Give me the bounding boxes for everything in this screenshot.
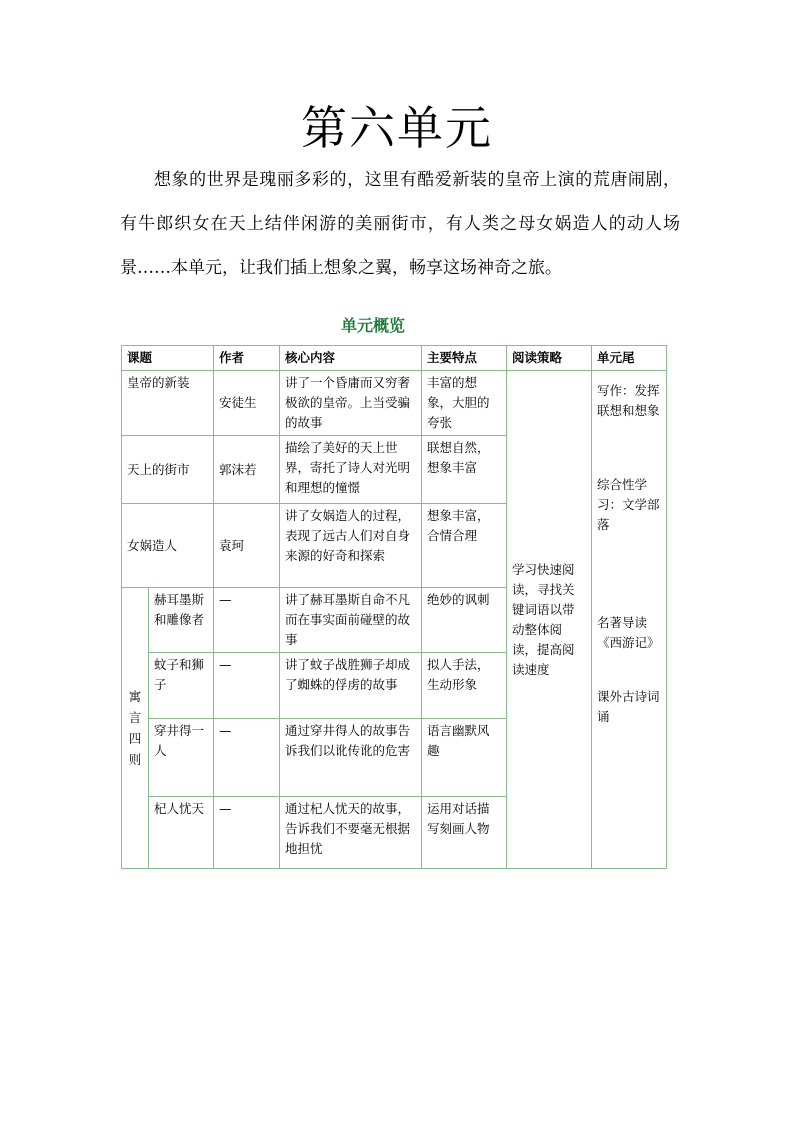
author-cell: 袁珂 — [214, 504, 280, 588]
unit-end-extra: 课外古诗词诵 — [597, 689, 660, 724]
unit-intro: 想象的世界是瑰丽多彩的，这里有酷爱新装的皇帝上演的荒唐闹剧，有牛郎织女在天上结伴闲游的美丽街市，有人类之母女娲造人的动人场景……本单元，让我们插上想象之翼，畅享这场神奇之旅。 — [120, 170, 680, 278]
lesson-cell: 天上的街市 — [122, 436, 214, 504]
unit-title: 第六单元 — [301, 101, 493, 155]
content-cell: 讲了蚊子战胜狮子却成了蜘蛛的俘虏的故事 — [280, 653, 422, 719]
lesson-cell: 蚊子和狮子 — [149, 653, 214, 719]
header-content: 核心内容 — [280, 346, 422, 371]
content-cell: 描绘了美好的天上世界，寄托了诗人对光明和理想的憧憬 — [280, 436, 422, 504]
author-cell: 郭沫若 — [214, 436, 280, 504]
author-cell: — — [214, 719, 280, 797]
unit-end-cell — [592, 371, 667, 869]
feature-cell: 丰富的想象，大胆的夸张 — [422, 371, 507, 436]
table-row — [122, 371, 667, 436]
table-header-row — [122, 346, 667, 371]
overview-table-title: 单元概览 — [340, 316, 405, 335]
header-lesson: 课题 — [122, 346, 214, 371]
content-cell: 讲了赫耳墨斯自命不凡而在事实面前碰壁的故事 — [280, 588, 422, 653]
unit-end-writing: 写作：发挥联想和想象 — [597, 383, 660, 418]
content-cell: 通过杞人忧天的故事，告诉我们不要毫无根据地担忧 — [280, 797, 422, 869]
author-cell: — — [214, 797, 280, 869]
lesson-cell: 穿井得一人 — [149, 719, 214, 797]
feature-cell: 拟人手法，生动形象 — [422, 653, 507, 719]
unit-overview-table — [121, 345, 667, 869]
header-strategy: 阅读策略 — [507, 346, 592, 371]
lesson-cell: 杞人忧天 — [149, 797, 214, 869]
strategy-cell: 学习快速阅读，寻找关键词语以带动整体阅读，提高阅读速度 — [507, 371, 592, 869]
feature-cell: 绝妙的讽刺 — [422, 588, 507, 653]
lesson-cell: 赫耳墨斯和雕像者 — [149, 588, 214, 653]
author-cell: 安徒生 — [214, 371, 280, 436]
author-cell: — — [214, 588, 280, 653]
feature-cell: 联想自然，想象丰富 — [422, 436, 507, 504]
content-cell: 通过穿井得人的故事告诉我们以讹传讹的危害 — [280, 719, 422, 797]
author-cell: — — [214, 653, 280, 719]
lesson-cell: 皇帝的新装 — [122, 371, 214, 436]
feature-cell: 运用对话描写刻画人物 — [422, 797, 507, 869]
content-cell: 讲了一个昏庸而又穷奢极欲的皇帝。上当受骗的故事 — [280, 371, 422, 436]
fable-group-label: 寓言四则 — [128, 689, 142, 767]
unit-end-integrated: 综合性学习：文学部落 — [597, 477, 660, 532]
feature-cell: 想象丰富，合情合理 — [422, 504, 507, 588]
feature-cell: 语言幽默风趣 — [422, 719, 507, 797]
header-feature: 主要特点 — [422, 346, 507, 371]
unit-end-classic: 名著导读《西游记》 — [597, 615, 660, 650]
fable-group-cell — [122, 588, 149, 869]
content-cell: 讲了女娲造人的过程，表现了远古人们对自身来源的好奇和探索 — [280, 504, 422, 588]
header-unit-end: 单元尾 — [592, 346, 667, 371]
lesson-cell: 女娲造人 — [122, 504, 214, 588]
header-author: 作者 — [214, 346, 280, 371]
